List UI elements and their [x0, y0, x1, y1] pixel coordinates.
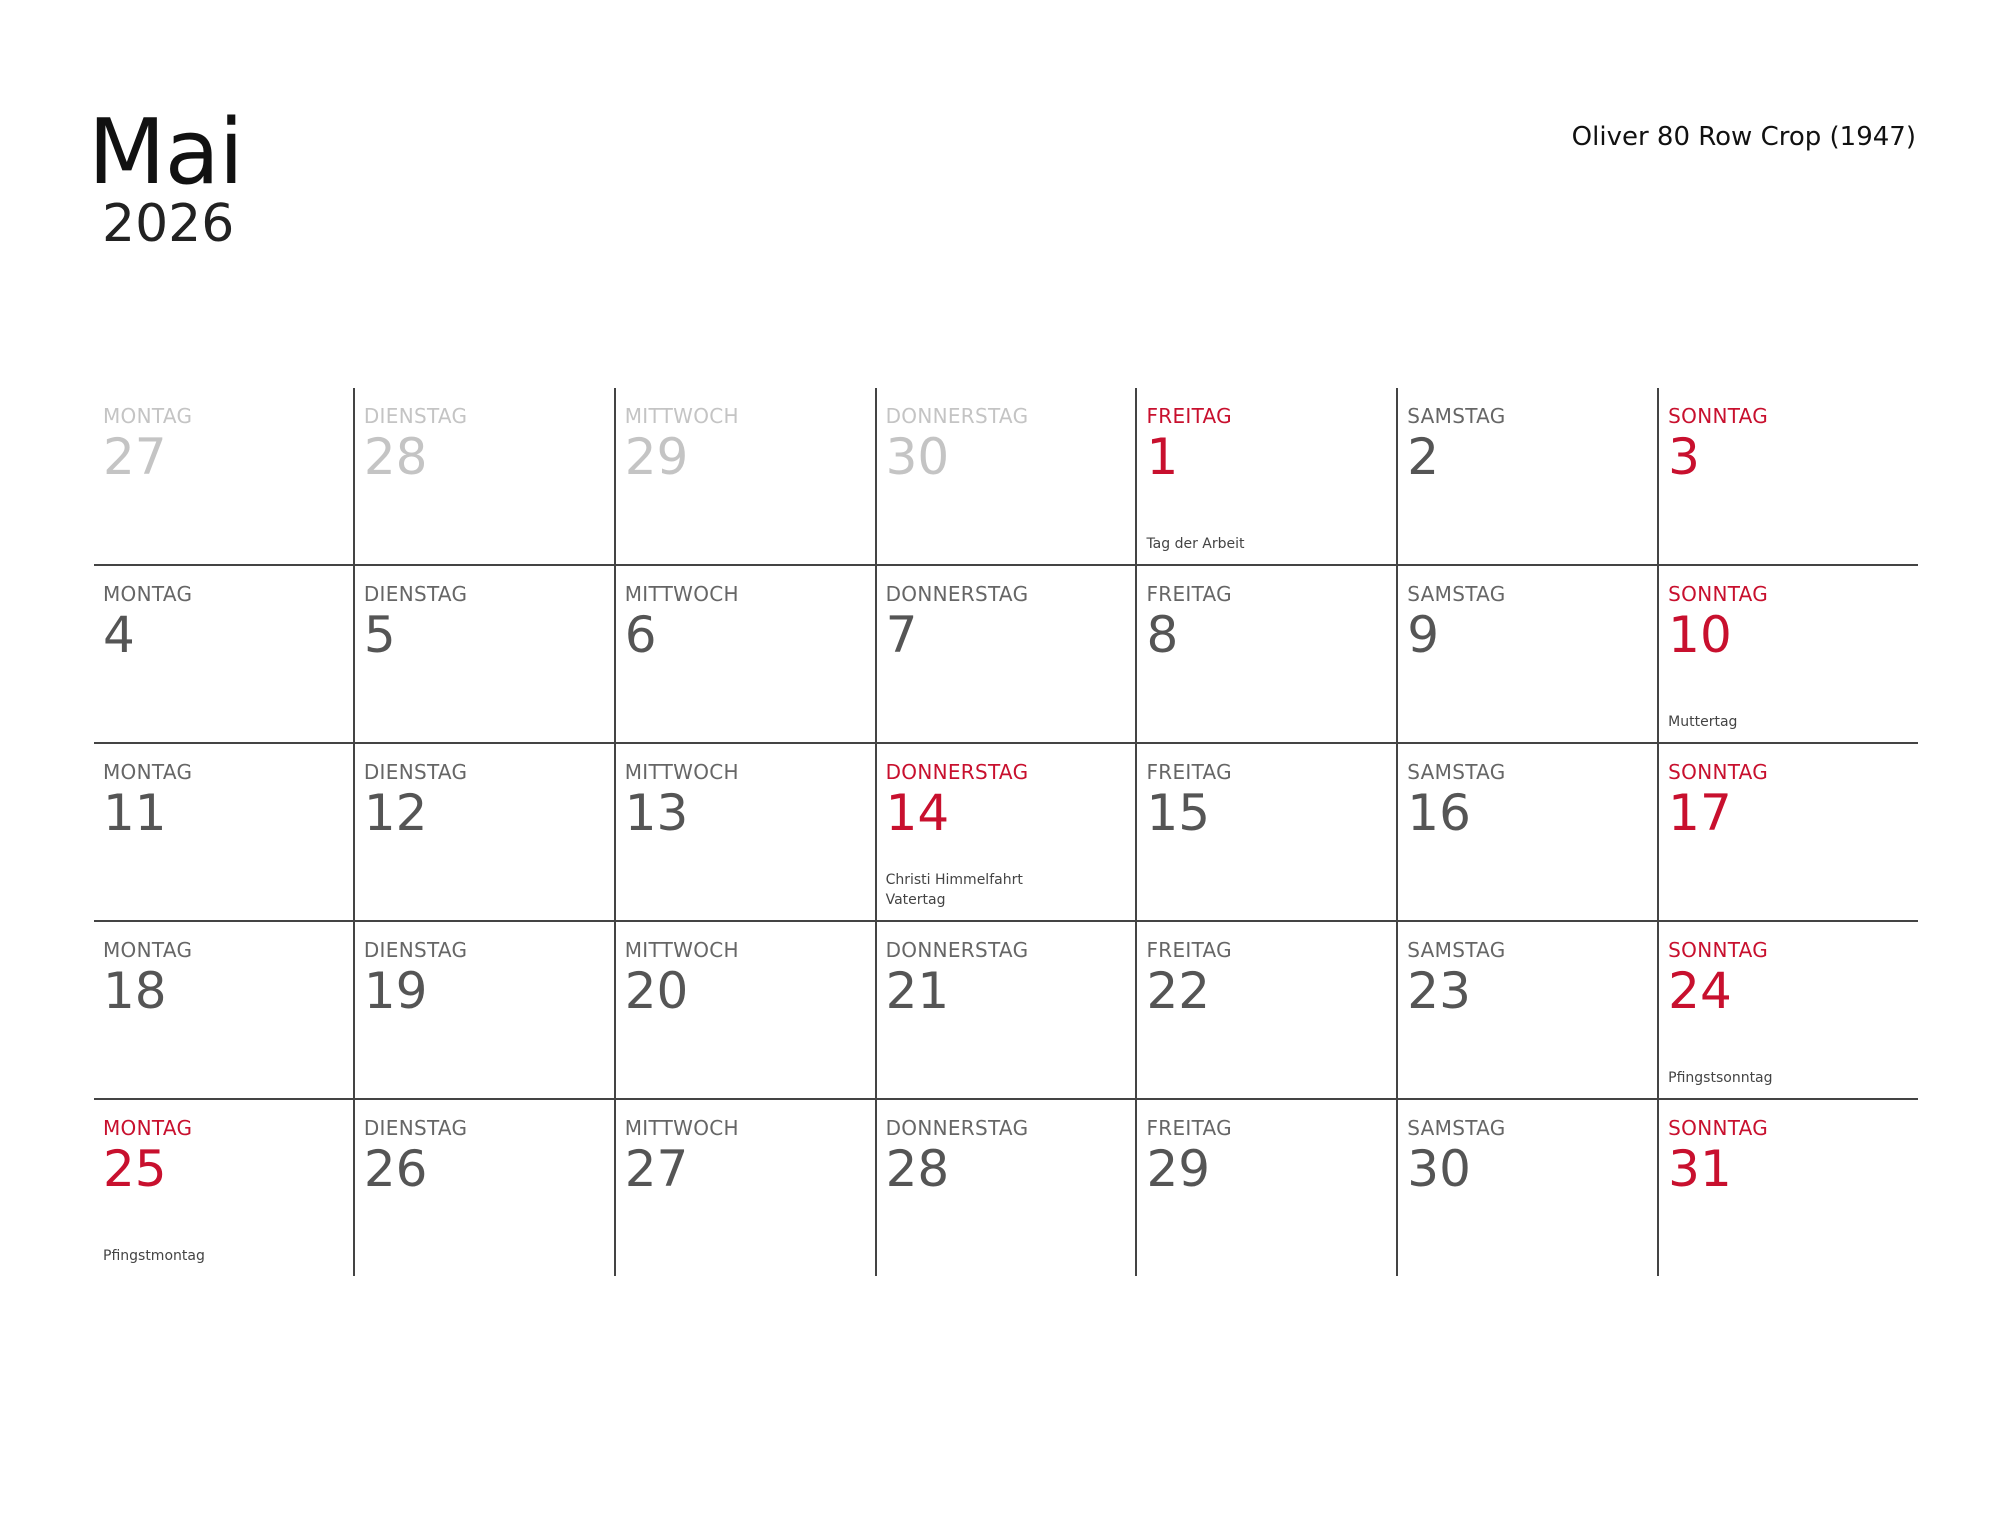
holiday-note [1668, 712, 1737, 732]
day-number: 12 [363, 784, 428, 842]
holiday-label: Muttertag [1668, 714, 1738, 730]
weekday-label: FREITAG [1146, 404, 1232, 428]
day-cell [1396, 566, 1657, 742]
day-cell [1135, 566, 1396, 742]
day-cell [875, 744, 1136, 920]
day-number: 25 [103, 1140, 167, 1198]
day-number: 15 [1146, 784, 1211, 842]
day-cell [94, 922, 353, 1098]
holiday-note [1146, 534, 1244, 554]
day-cell [353, 744, 614, 920]
day-number: 21 [885, 962, 950, 1020]
day-number: 4 [103, 606, 135, 664]
day-number: 24 [1668, 962, 1732, 1020]
day-cell [353, 922, 614, 1098]
weekday-label: MITTWOCH [624, 404, 739, 428]
weekday-label: FREITAG [1146, 938, 1232, 962]
day-number: 27 [103, 428, 167, 486]
weekday-label: MITTWOCH [624, 1116, 739, 1140]
weekday-label: SAMSTAG [1407, 1116, 1506, 1140]
weekday-label: SAMSTAG [1407, 938, 1506, 962]
day-number: 8 [1146, 606, 1179, 664]
weekday-label: SONNTAG [1668, 938, 1769, 962]
weekday-label: DIENSTAG [363, 1116, 468, 1140]
day-number: 23 [1407, 962, 1471, 1020]
day-cell [1657, 566, 1918, 742]
day-cell [1135, 1100, 1396, 1276]
weekday-label: DIENSTAG [363, 760, 468, 784]
holiday-label: Tag der Arbeit [1146, 536, 1245, 552]
year-title: 2026 [102, 194, 235, 254]
day-number: 1 [1146, 428, 1179, 486]
day-number: 11 [103, 784, 167, 842]
day-number: 5 [363, 606, 396, 664]
day-number: 29 [1146, 1140, 1211, 1198]
day-number: 6 [624, 606, 657, 664]
day-cell [614, 566, 875, 742]
holiday-label: Vatertag [885, 892, 946, 908]
day-cell [875, 922, 1136, 1098]
weekday-label: SONNTAG [1668, 404, 1769, 428]
day-number: 14 [885, 784, 950, 842]
weekday-label: FREITAG [1146, 1116, 1232, 1140]
day-number: 18 [103, 962, 167, 1020]
day-cell [94, 388, 353, 564]
day-cell [614, 1100, 875, 1276]
day-cell [1657, 744, 1918, 920]
holiday-note [1668, 1068, 1772, 1088]
day-cell [1396, 922, 1657, 1098]
weekday-label: DONNERSTAG [885, 938, 1029, 962]
day-cell [1135, 744, 1396, 920]
weekday-label: MONTAG [103, 1116, 193, 1140]
weekday-label: DIENSTAG [363, 404, 468, 428]
day-cell [614, 744, 875, 920]
day-cell [94, 566, 353, 742]
weekday-label: MITTWOCH [624, 582, 739, 606]
day-number: 16 [1407, 784, 1471, 842]
weekday-label: MONTAG [103, 404, 193, 428]
weekday-label: SAMSTAG [1407, 760, 1506, 784]
weekday-label: DIENSTAG [363, 582, 468, 606]
day-cell [1657, 1100, 1918, 1276]
holiday-label: Christi Himmelfahrt [885, 872, 1023, 888]
month-title: Mai [88, 100, 243, 205]
day-number: 28 [885, 1140, 950, 1198]
day-cell [1135, 388, 1396, 564]
day-number: 20 [624, 962, 689, 1020]
day-number: 3 [1668, 428, 1700, 486]
day-number: 22 [1146, 962, 1211, 1020]
calendar-week-row [94, 564, 1918, 742]
day-number: 31 [1668, 1140, 1732, 1198]
calendar-week-row [94, 388, 1918, 564]
weekday-label: SAMSTAG [1407, 404, 1506, 428]
day-cell [875, 1100, 1136, 1276]
calendar-week-row [94, 920, 1918, 1098]
holiday-label: Pfingstmontag [103, 1248, 205, 1264]
day-number: 10 [1668, 606, 1732, 664]
weekday-label: DONNERSTAG [885, 1116, 1029, 1140]
holiday-note [103, 1246, 205, 1266]
day-number: 29 [624, 428, 689, 486]
weekday-label: DONNERSTAG [885, 760, 1029, 784]
day-cell [614, 922, 875, 1098]
weekday-label: MITTWOCH [624, 938, 739, 962]
calendar-grid [94, 388, 1918, 1268]
calendar-week-row [94, 742, 1918, 920]
day-cell [353, 388, 614, 564]
day-cell [875, 566, 1136, 742]
weekday-label: MONTAG [103, 760, 193, 784]
day-cell [1657, 922, 1918, 1098]
weekday-label: DONNERSTAG [885, 582, 1029, 606]
weekday-label: FREITAG [1146, 582, 1232, 606]
day-cell [1396, 388, 1657, 564]
day-cell [875, 388, 1136, 564]
holiday-label: Pfingstsonntag [1668, 1070, 1773, 1086]
weekday-label: DIENSTAG [363, 938, 468, 962]
day-number: 28 [363, 428, 428, 486]
weekday-label: MITTWOCH [624, 760, 739, 784]
weekday-label: FREITAG [1146, 760, 1232, 784]
day-number: 13 [624, 784, 689, 842]
day-number: 26 [363, 1140, 428, 1198]
day-cell [1396, 744, 1657, 920]
weekday-label: MONTAG [103, 938, 193, 962]
weekday-label: MONTAG [103, 582, 193, 606]
day-number: 30 [1407, 1140, 1471, 1198]
weekday-label: SONNTAG [1668, 760, 1769, 784]
day-number: 2 [1407, 428, 1440, 486]
holiday-note [886, 870, 1023, 910]
day-cell [1396, 1100, 1657, 1276]
day-number: 30 [885, 428, 950, 486]
photo-caption: Oliver 80 Row Crop (1947) [1571, 122, 1916, 152]
weekday-label: SONNTAG [1668, 1116, 1769, 1140]
day-number: 19 [363, 962, 428, 1020]
weekday-label: DONNERSTAG [885, 404, 1029, 428]
calendar-week-row [94, 1098, 1918, 1276]
day-cell [94, 1100, 353, 1276]
weekday-label: SONNTAG [1668, 582, 1769, 606]
day-number: 27 [624, 1140, 689, 1198]
day-cell [353, 1100, 614, 1276]
day-cell [94, 744, 353, 920]
day-number: 17 [1668, 784, 1732, 842]
weekday-label: SAMSTAG [1407, 582, 1506, 606]
day-number: 9 [1407, 606, 1440, 664]
day-number: 7 [885, 606, 918, 664]
day-cell [1135, 922, 1396, 1098]
day-cell [353, 566, 614, 742]
day-cell [1657, 388, 1918, 564]
day-cell [614, 388, 875, 564]
